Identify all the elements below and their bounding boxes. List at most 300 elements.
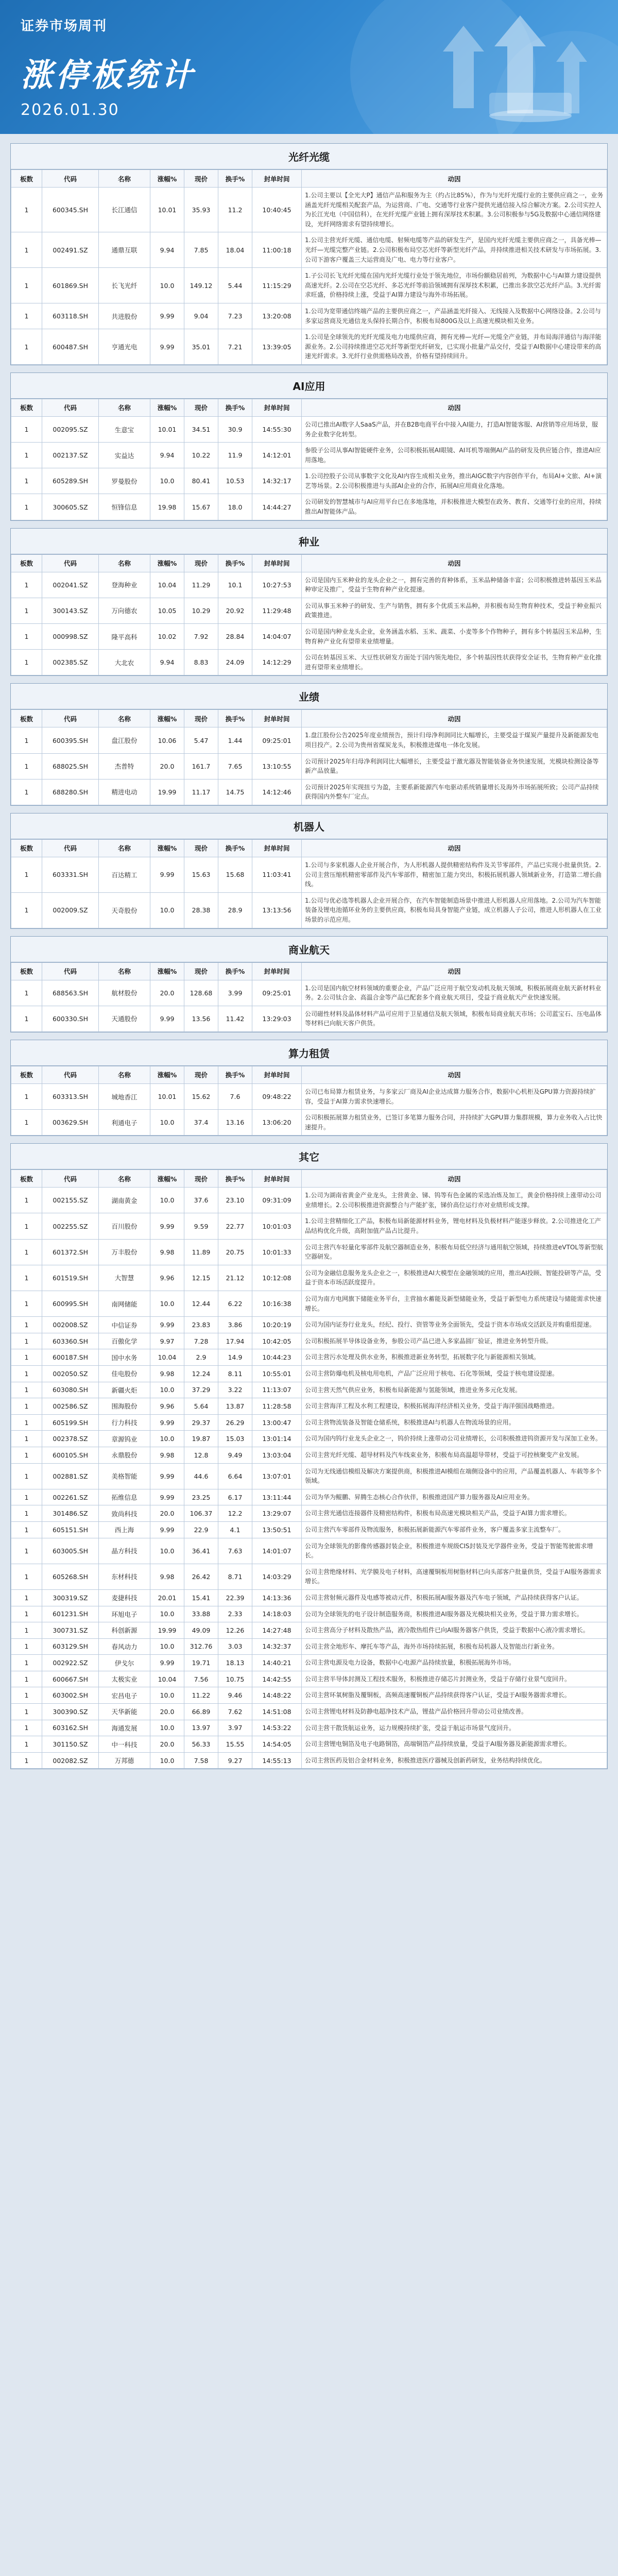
cell-name: 百川股份 <box>99 1213 150 1239</box>
cell-price: 36.41 <box>184 1538 218 1564</box>
cell-price: 13.97 <box>184 1720 218 1736</box>
table-row <box>11 1366 607 1382</box>
cell-turnover: 8.11 <box>218 1366 252 1382</box>
column-header: 名称 <box>99 839 150 857</box>
cell-pct: 10.01 <box>150 188 184 232</box>
cell-turnover: 15.55 <box>218 1736 252 1753</box>
table-row <box>11 494 607 520</box>
cell-code: 002095.SZ <box>42 416 99 442</box>
cell-code: 600187.SH <box>42 1349 99 1366</box>
cell-code: 600995.SH <box>42 1291 99 1317</box>
table-row <box>11 1447 607 1463</box>
cell-boards: 1 <box>11 232 42 268</box>
sector-title: 光纤光缆 <box>11 144 607 170</box>
column-header: 板数 <box>11 1066 42 1083</box>
cell-name: 晶方科技 <box>99 1538 150 1564</box>
cell-reason: 1.公司与多家机器人企业开展合作，为人形机器人提供精密结构件及关节零部件，产品已实现小批量供货。2.公司主营压缩机精密零部件及汽车零部件，精密加工能力突出，积极拓展机器人领域新业务，打造第二增长曲线。 <box>302 857 607 892</box>
cell-pct: 10.0 <box>150 1606 184 1622</box>
cell-name: 实益达 <box>99 443 150 468</box>
column-header: 涨幅% <box>150 710 184 727</box>
column-header: 涨幅% <box>150 1066 184 1083</box>
cell-code: 600105.SH <box>42 1447 99 1463</box>
cell-turnover: 17.94 <box>218 1333 252 1349</box>
cell-name: 杰普特 <box>99 753 150 779</box>
cell-pct: 10.02 <box>150 624 184 650</box>
cell-price: 7.85 <box>184 232 218 268</box>
cell-name: 百傲化学 <box>99 1333 150 1349</box>
cell-turnover: 24.09 <box>218 650 252 675</box>
column-header: 封单时间 <box>252 839 302 857</box>
cell-pct: 9.99 <box>150 857 184 892</box>
table-row <box>11 443 607 468</box>
cell-turnover: 5.44 <box>218 268 252 303</box>
cell-code: 601519.SH <box>42 1265 99 1291</box>
cell-price: 35.93 <box>184 188 218 232</box>
cell-pct: 9.99 <box>150 1317 184 1333</box>
table-row <box>11 1704 607 1720</box>
column-header: 封单时间 <box>252 1170 302 1188</box>
hero-banner <box>0 0 618 134</box>
column-header: 代码 <box>42 962 99 980</box>
sector-section <box>10 1143 608 1769</box>
cell-boards: 1 <box>11 1752 42 1769</box>
cell-turnover: 3.97 <box>218 1720 252 1736</box>
column-header: 板数 <box>11 839 42 857</box>
column-header: 名称 <box>99 554 150 572</box>
column-header: 换手% <box>218 710 252 727</box>
cell-pct: 10.01 <box>150 416 184 442</box>
cell-reason: 公司预计2025年实现扭亏为盈，主要系新能源汽车电驱动系统销量增长及海外市场拓展所致；公司产品持续获得国内外整车厂定点。 <box>302 779 607 805</box>
cell-reason: 参股子公司从事AI智能硬件业务，公司积极拓展AI眼镜、AI耳机等端侧AI产品的研发及供应链合作，推进AI应用落地。 <box>302 443 607 468</box>
cell-name: 通鼎互联 <box>99 232 150 268</box>
column-header: 换手% <box>218 170 252 188</box>
cell-boards: 1 <box>11 650 42 675</box>
cell-pct: 10.0 <box>150 1538 184 1564</box>
cell-code: 603313.SH <box>42 1083 99 1109</box>
cell-price: 15.67 <box>184 494 218 520</box>
cell-name: 伊戈尔 <box>99 1655 150 1671</box>
cell-reason: 公司在转基因玉米、大豆性状研发方面处于国内领先地位，多个转基因性状获得安全证书，生物育种产业化推进有望带来业绩增长。 <box>302 650 607 675</box>
cell-price: 312.76 <box>184 1638 218 1655</box>
cell-turnover: 30.9 <box>218 416 252 442</box>
cell-name: 科创新源 <box>99 1622 150 1639</box>
cell-name: 大北农 <box>99 650 150 675</box>
cell-boards: 1 <box>11 1317 42 1333</box>
table-header-row <box>11 710 607 727</box>
cell-name: 登海种业 <box>99 572 150 598</box>
cell-turnover: 3.99 <box>218 980 252 1006</box>
cell-name: 共进股份 <box>99 303 150 329</box>
cell-turnover: 9.49 <box>218 1447 252 1463</box>
cell-time: 09:31:09 <box>252 1188 302 1213</box>
cell-pct: 9.99 <box>150 1521 184 1538</box>
table-row <box>11 1265 607 1291</box>
cell-turnover: 13.87 <box>218 1398 252 1415</box>
cell-time: 14:55:13 <box>252 1752 302 1769</box>
cell-price: 12.8 <box>184 1447 218 1463</box>
cell-pct: 19.99 <box>150 1622 184 1639</box>
cell-pct: 10.0 <box>150 1638 184 1655</box>
table-row <box>11 892 607 928</box>
column-header: 板数 <box>11 1170 42 1188</box>
cell-price: 13.56 <box>184 1006 218 1031</box>
cell-boards: 1 <box>11 329 42 365</box>
column-header: 换手% <box>218 839 252 857</box>
limit-up-table <box>11 1170 607 1769</box>
cell-price: 12.24 <box>184 1366 218 1382</box>
cell-price: 37.29 <box>184 1382 218 1398</box>
column-header: 名称 <box>99 1066 150 1083</box>
cell-time: 14:04:07 <box>252 624 302 650</box>
cell-pct: 9.99 <box>150 1006 184 1031</box>
cell-boards: 1 <box>11 1489 42 1505</box>
cell-time: 10:20:19 <box>252 1317 302 1333</box>
cell-name: 太极实业 <box>99 1671 150 1687</box>
cell-reason: 公司主营锂电铜箔及电子电路铜箔，高端铜箔产品持续放量，受益于AI服务器及新能源需求增长。 <box>302 1736 607 1753</box>
cell-reason: 公司主营天然气供应业务，积极布局新能源与氢能领域，推进业务多元化发展。 <box>302 1382 607 1398</box>
cell-time: 10:40:45 <box>252 188 302 232</box>
cell-time: 13:06:20 <box>252 1110 302 1136</box>
column-header: 涨幅% <box>150 399 184 416</box>
table-row <box>11 1188 607 1213</box>
table-row <box>11 1606 607 1622</box>
cell-turnover: 7.21 <box>218 329 252 365</box>
cell-name: 万邦德 <box>99 1752 150 1769</box>
table-row <box>11 232 607 268</box>
cell-boards: 1 <box>11 1538 42 1564</box>
cell-price: 49.09 <box>184 1622 218 1639</box>
table-row <box>11 1589 607 1606</box>
cell-reason: 1.公司是全球领先的光纤光缆及电力电缆供应商，拥有光棒—光纤—光缆全产业链，并布局海洋通信与海洋能源业务。2.公司持续推进空芯光纤等新型光纤研发，已实现小批量产品交付，受益于AI数据中心建设带来的高速光纤需求。3.光纤行业供需格局改善，价格有望持续回升。 <box>302 329 607 365</box>
cell-code: 300731.SZ <box>42 1622 99 1639</box>
table-row <box>11 1521 607 1538</box>
table-row <box>11 1317 607 1333</box>
column-header: 现价 <box>184 170 218 188</box>
cell-code: 002881.SZ <box>42 1463 99 1489</box>
brand-name: 证券市场周刊 <box>21 19 108 34</box>
cell-pct: 10.0 <box>150 1752 184 1769</box>
cell-boards: 1 <box>11 1188 42 1213</box>
cell-turnover: 10.53 <box>218 468 252 494</box>
cell-time: 13:39:05 <box>252 329 302 365</box>
cell-time: 13:13:56 <box>252 892 302 928</box>
cell-turnover: 14.75 <box>218 779 252 805</box>
column-header: 板数 <box>11 710 42 727</box>
cell-price: 35.01 <box>184 329 218 365</box>
cell-boards: 1 <box>11 443 42 468</box>
cell-turnover: 18.13 <box>218 1655 252 1671</box>
cell-turnover: 12.26 <box>218 1622 252 1639</box>
cell-boards: 1 <box>11 1239 42 1265</box>
cell-price: 66.89 <box>184 1704 218 1720</box>
cell-name: 隆平高科 <box>99 624 150 650</box>
cell-pct: 9.99 <box>150 1489 184 1505</box>
column-header: 名称 <box>99 710 150 727</box>
cell-reason: 公司主营医药及铝合金材料业务，积极推进医疗器械及创新药研发，业务结构持续优化。 <box>302 1752 607 1769</box>
cell-code: 603129.SH <box>42 1638 99 1655</box>
cell-name: 航材股份 <box>99 980 150 1006</box>
cell-price: 29.37 <box>184 1414 218 1431</box>
cell-reason: 1.公司主要以【全光大P】通信产品和服务为主（约占比85%），作为与光纤光缆行业的主要供应商之一，业务涵盖光纤光缆相关配套产品，为运营商、广电、交通等行业客户提供光通信接入综合解决方案。2.公司实控人为长江光电（中国信科），在光纤光缆产业链上拥有深厚技术积累。3.公司积极参与5G及数据中心通信网络建设，光纤网络需求有望持续增长。 <box>302 188 607 232</box>
cell-reason: 1.公司与优必选等机器人企业开展合作，在汽车智能制造场景中推进人形机器人应用落地。2.公司为汽车智能装备及锂电池循环业务的主要供应商，积极布局具身智能产业链，成立机器人子公司，推进人形机器人在工业场景的示范应用。 <box>302 892 607 928</box>
table-row <box>11 572 607 598</box>
table-row <box>11 1349 607 1366</box>
cell-turnover: 15.03 <box>218 1431 252 1447</box>
cell-boards: 1 <box>11 892 42 928</box>
cell-boards: 1 <box>11 1589 42 1606</box>
cell-price: 23.83 <box>184 1317 218 1333</box>
report-date: 2026.01.30 <box>21 101 119 119</box>
cell-boards: 1 <box>11 494 42 520</box>
table-header-row <box>11 1066 607 1083</box>
cell-time: 09:25:01 <box>252 980 302 1006</box>
cell-reason: 公司主营射频元器件及电感等被动元件，积极拓展AI服务器及汽车电子领域，产品持续获得客户认证。 <box>302 1589 607 1606</box>
table-row <box>11 779 607 805</box>
column-header: 名称 <box>99 170 150 188</box>
cell-name: 天奇股份 <box>99 892 150 928</box>
cell-name: 麦捷科技 <box>99 1589 150 1606</box>
cell-turnover: 18.04 <box>218 232 252 268</box>
column-header: 现价 <box>184 1066 218 1083</box>
sector-title: 业绩 <box>11 684 607 709</box>
cell-boards: 1 <box>11 1447 42 1463</box>
cell-time: 14:27:48 <box>252 1622 302 1639</box>
table-row <box>11 624 607 650</box>
cell-time: 09:48:22 <box>252 1083 302 1109</box>
cell-code: 600330.SH <box>42 1006 99 1031</box>
cell-code: 603118.SH <box>42 303 99 329</box>
column-header: 封单时间 <box>252 710 302 727</box>
table-row <box>11 1431 607 1447</box>
cell-name: 天通股份 <box>99 1006 150 1031</box>
column-header: 封单时间 <box>252 170 302 188</box>
table-row <box>11 188 607 232</box>
cell-time: 14:12:01 <box>252 443 302 468</box>
cell-reason: 公司主营汽车零部件及物流服务，积极拓展新能源汽车零部件业务，客户覆盖多家主流整车厂。 <box>302 1521 607 1538</box>
cell-turnover: 9.46 <box>218 1687 252 1704</box>
cell-time: 13:11:44 <box>252 1489 302 1505</box>
cell-boards: 1 <box>11 1720 42 1736</box>
cell-name: 大智慧 <box>99 1265 150 1291</box>
cell-pct: 9.99 <box>150 1414 184 1431</box>
cell-boards: 1 <box>11 1564 42 1589</box>
cell-boards: 1 <box>11 753 42 779</box>
cell-code: 600667.SH <box>42 1671 99 1687</box>
cell-code: 300143.SZ <box>42 598 99 623</box>
column-header: 板数 <box>11 962 42 980</box>
cell-turnover: 6.17 <box>218 1489 252 1505</box>
column-header: 封单时间 <box>252 962 302 980</box>
cell-boards: 1 <box>11 188 42 232</box>
cell-time: 13:01:14 <box>252 1431 302 1447</box>
column-header: 板数 <box>11 399 42 416</box>
limit-up-table <box>11 1066 607 1136</box>
cell-reason: 公司主营高分子材料及散热产品，液冷散热组件已向AI服务器客户供货，受益于数据中心液冷需求增长。 <box>302 1622 607 1639</box>
cell-time: 11:29:48 <box>252 598 302 623</box>
cell-code: 601372.SH <box>42 1239 99 1265</box>
table-row <box>11 268 607 303</box>
column-header: 封单时间 <box>252 1066 302 1083</box>
cell-reason: 公司研发的智慧城市与AI应用平台已在多地落地，并积极推进大模型在政务、教育、交通等行业的应用，持续推出AI智能体产品。 <box>302 494 607 520</box>
cell-code: 002041.SZ <box>42 572 99 598</box>
cell-time: 13:07:01 <box>252 1463 302 1489</box>
page-title: 涨停板统计 <box>21 56 196 94</box>
cell-boards: 1 <box>11 1505 42 1522</box>
table-row <box>11 416 607 442</box>
cell-time: 13:29:03 <box>252 1006 302 1031</box>
cell-pct: 9.98 <box>150 1366 184 1382</box>
column-header: 现价 <box>184 554 218 572</box>
column-header: 代码 <box>42 710 99 727</box>
cell-boards: 1 <box>11 779 42 805</box>
cell-price: 7.58 <box>184 1752 218 1769</box>
cell-price: 56.33 <box>184 1736 218 1753</box>
cell-time: 10:44:23 <box>252 1349 302 1366</box>
cell-time: 11:28:58 <box>252 1398 302 1415</box>
cell-turnover: 11.42 <box>218 1006 252 1031</box>
table-row <box>11 1655 607 1671</box>
cell-code: 301486.SZ <box>42 1505 99 1522</box>
cell-turnover: 15.68 <box>218 857 252 892</box>
cell-name: 亨通光电 <box>99 329 150 365</box>
cell-code: 300390.SZ <box>42 1704 99 1720</box>
column-header: 名称 <box>99 962 150 980</box>
table-row <box>11 329 607 365</box>
table-row <box>11 753 607 779</box>
table-row <box>11 303 607 329</box>
cell-reason: 1.公司为宽带通信终端产品的主要供应商之一，产品涵盖光纤接入、无线接入及数据中心网络设备。2.公司与多家运营商及光通信龙头保持长期合作，积极布局800G及以上高速光模块相关业务。 <box>302 303 607 329</box>
cell-price: 11.29 <box>184 572 218 598</box>
cell-pct: 10.0 <box>150 1687 184 1704</box>
cell-boards: 1 <box>11 1291 42 1317</box>
cell-price: 106.37 <box>184 1505 218 1522</box>
cell-boards: 1 <box>11 857 42 892</box>
cell-reason: 公司主营物流装备及智能仓储系统，积极推进AI与机器人在物流场景的应用。 <box>302 1414 607 1431</box>
cell-code: 300605.SZ <box>42 494 99 520</box>
limit-up-table <box>11 554 607 676</box>
column-header: 现价 <box>184 839 218 857</box>
cell-turnover: 28.9 <box>218 892 252 928</box>
table-row <box>11 1638 607 1655</box>
cell-code: 600345.SH <box>42 188 99 232</box>
cell-name: 百达精工 <box>99 857 150 892</box>
cell-code: 601869.SH <box>42 268 99 303</box>
cell-name: 罗曼股份 <box>99 468 150 494</box>
cell-boards: 1 <box>11 1366 42 1382</box>
cell-turnover: 21.12 <box>218 1265 252 1291</box>
table-row <box>11 727 607 753</box>
column-header: 代码 <box>42 399 99 416</box>
cell-price: 149.12 <box>184 268 218 303</box>
cell-price: 19.87 <box>184 1431 218 1447</box>
column-header: 封单时间 <box>252 399 302 416</box>
table-header-row <box>11 839 607 857</box>
cell-price: 15.41 <box>184 1589 218 1606</box>
cell-name: 城地香江 <box>99 1083 150 1109</box>
cell-boards: 1 <box>11 468 42 494</box>
cell-pct: 19.98 <box>150 494 184 520</box>
cell-reason: 公司主营汽车轻量化零部件及航空器制造业务，积极布局低空经济与通用航空领域，持续推进eVTOL等新型航空器研发。 <box>302 1239 607 1265</box>
column-header: 现价 <box>184 399 218 416</box>
cell-reason: 1.公司控股子公司从事数字文化及AI内容生成相关业务，推出AIGC数字内容创作平台，布局AI+文旅、AI+演艺等场景。2.公司积极推进与头部AI企业的合作，拓展AI应用商业化落地。 <box>302 468 607 494</box>
cell-reason: 1.盘江股份公告2025年度业绩预告，预计归母净利润同比大幅增长，主要受益于煤炭产量提升及新能源发电项目投产。2.公司为贵州省煤炭龙头，积极推进煤电一体化发展。 <box>302 727 607 753</box>
column-header: 名称 <box>99 1170 150 1188</box>
cell-reason: 公司积极拓展算力租赁业务，已签订多笔算力服务合同，并持续扩大GPU算力集群规模，算力业务收入占比快速提升。 <box>302 1110 607 1136</box>
cell-reason: 公司已布局算力租赁业务，与多家云厂商及AI企业达成算力服务合作，数据中心机柜及GPU算力资源持续扩容，受益于AI算力需求快速增长。 <box>302 1083 607 1109</box>
cell-name: 海通发展 <box>99 1720 150 1736</box>
column-header: 代码 <box>42 554 99 572</box>
cell-time: 14:48:22 <box>252 1687 302 1704</box>
cell-name: 生意宝 <box>99 416 150 442</box>
cell-reason: 公司为国内钨行业龙头企业之一，钨价持续上涨带动公司业绩增长，公司积极推进钨资源开发与深加工业务。 <box>302 1431 607 1447</box>
cell-reason: 公司为全球领先的电子设计制造服务商，积极推进AI服务器及光模块相关业务，受益于算力需求增长。 <box>302 1606 607 1622</box>
cell-time: 13:50:51 <box>252 1521 302 1538</box>
cell-pct: 10.01 <box>150 1083 184 1109</box>
cell-turnover: 2.33 <box>218 1606 252 1622</box>
cell-boards: 1 <box>11 1398 42 1415</box>
cell-turnover: 22.77 <box>218 1213 252 1239</box>
cell-boards: 1 <box>11 303 42 329</box>
cell-price: 15.62 <box>184 1083 218 1109</box>
column-header: 动因 <box>302 1066 607 1083</box>
cell-reason: 公司主营半导体封测及工程技术服务，积极推进存储芯片封测业务，受益于存储行业景气度回升。 <box>302 1671 607 1687</box>
table-row <box>11 1213 607 1239</box>
cell-turnover: 26.29 <box>218 1414 252 1431</box>
sector-section <box>10 683 608 806</box>
cell-boards: 1 <box>11 1349 42 1366</box>
cell-boards: 1 <box>11 1671 42 1687</box>
column-header: 现价 <box>184 962 218 980</box>
table-row <box>11 598 607 623</box>
cell-boards: 1 <box>11 1736 42 1753</box>
cell-code: 002050.SZ <box>42 1366 99 1382</box>
cell-name: 美格智能 <box>99 1463 150 1489</box>
cell-turnover: 7.65 <box>218 753 252 779</box>
table-row <box>11 1489 607 1505</box>
cell-pct: 9.96 <box>150 1398 184 1415</box>
cell-price: 9.59 <box>184 1213 218 1239</box>
column-header: 板数 <box>11 554 42 572</box>
cell-name: 围海股份 <box>99 1398 150 1415</box>
cell-code: 300319.SZ <box>42 1589 99 1606</box>
cell-reason: 公司主营光通信连接器件及精密结构件，积极布局高速光模块相关产品，受益于AI算力需求增长。 <box>302 1505 607 1522</box>
table-header-row <box>11 170 607 188</box>
cell-boards: 1 <box>11 1414 42 1431</box>
table-row <box>11 1720 607 1736</box>
cell-pct: 10.04 <box>150 1671 184 1687</box>
cell-pct: 9.97 <box>150 1333 184 1349</box>
cell-price: 19.71 <box>184 1655 218 1671</box>
cell-price: 12.15 <box>184 1265 218 1291</box>
sector-section <box>10 372 608 521</box>
cell-boards: 1 <box>11 1687 42 1704</box>
cell-code: 688563.SH <box>42 980 99 1006</box>
cell-time: 11:13:07 <box>252 1382 302 1398</box>
sector-title: 机器人 <box>11 814 607 839</box>
cell-boards: 1 <box>11 980 42 1006</box>
cell-price: 26.42 <box>184 1564 218 1589</box>
cell-time: 09:25:01 <box>252 727 302 753</box>
cell-pct: 10.0 <box>150 1431 184 1447</box>
cell-price: 37.6 <box>184 1188 218 1213</box>
cell-name: 中信证券 <box>99 1317 150 1333</box>
cell-code: 003629.SH <box>42 1110 99 1136</box>
cell-time: 10:01:33 <box>252 1239 302 1265</box>
cell-code: 600487.SH <box>42 329 99 365</box>
sections-container <box>0 134 618 1769</box>
cell-turnover: 23.10 <box>218 1188 252 1213</box>
cell-reason: 公司积极拓展半导体设备业务，参股公司产品已进入多家晶圆厂验证，推进业务转型升级。 <box>302 1333 607 1349</box>
